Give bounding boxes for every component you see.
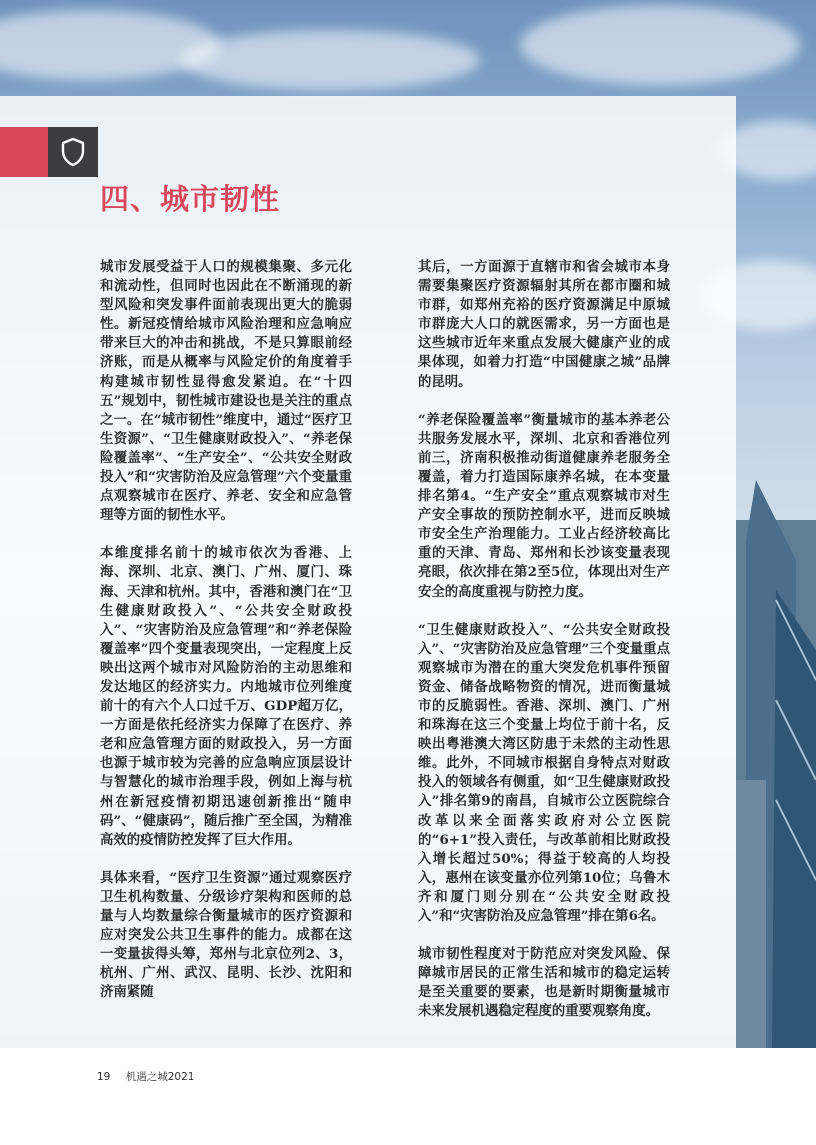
cloud	[180, 30, 480, 90]
shield-icon	[60, 137, 86, 167]
paragraph: “卫生健康财政投入”、“公共安全财政投入”、“灾害防治及应急管理”三个变量重点观察城市为潜在的重大突发危机事件预留资金、储备战略物资的情况，进而衡量城市的反脆弱性。香港、深圳、澳门、广州和珠海在这三个变量上均位于前十名，反映出粤港澳大湾区防患于未然的主动性思维。此外，不同城市根据自身特点对财政投入的领域各有侧重，如“卫生健康财政投入”排名第9的南昌，自城市公立医院综合改革以来全面落实政府对公立医院的“6+1”投入责任，与改革前相比财政投入增长超过50%；得益于较高的人均投入，惠州在该变量亦位列第10位；乌鲁木齐和厦门则分别在“公共安全财政投入”和“灾害防治及应急管理”排在第6名。	[418, 621, 670, 924]
publication-name: 机遇之城2021	[125, 1071, 195, 1083]
page-footer	[97, 1069, 194, 1084]
paragraph: 具体来看，“医疗卫生资源”通过观察医疗卫生机构数量、分级诊疗架构和医师的总量与人均数量综合衡量城市的医疗资源和应对突发公共卫生事件的能力。成都在这一变量拔得头筹，郑州与北京位列2、3，杭州、广州、武汉、昆明、长沙、沈阳和济南紧随	[100, 869, 352, 1001]
section-title: 四、城市韧性	[100, 182, 281, 216]
left-column	[100, 258, 352, 1021]
page-number: 19	[97, 1071, 111, 1083]
paragraph: 本维度排名前十的城市依次为香港、上海、深圳、北京、澳门、广州、厦门、珠海、天津和杭州。其中，香港和澳门在“卫生健康财政投入”、“公共安全财政投入”、“灾害防治及应急管理”和“养老保险覆盖率”四个变量表现突出，一定程度上反映出这两个城市对风险防治的主动思维和发达地区的经济实力。内地城市位列维度前十的有六个人口过千万、GDP超万亿，一方面是依托经济实力保障了在医疗、养老和应急管理方面的财政投入，另一方面也源于城市较为完善的应急响应顶层设计与智慧化的城市治理手段，例如上海与杭州在新冠疫情初期迅速创新推出“随申码”、“健康码”，随后推广至全国，为精准高效的疫情防控发挥了巨大作用。	[100, 545, 352, 848]
section-icon-box	[48, 127, 98, 177]
paragraph: 城市韧性程度对于防范应对突发风险、保障城市居民的正常生活和城市的稳定运转是至关重要的要素，也是新时期衡量城市未来发展机遇稳定程度的重要观察角度。	[418, 946, 670, 1020]
paragraph: 其后，一方面源于直辖市和省会城市本身需要集聚医疗资源辐射其所在都市圈和城市群，如郑州充裕的医疗资源满足中原城市群庞大人口的就医需求，另一方面也是这些城市近年来重点发展大健康产业的成果体现，如着力打造“中国健康之城”品牌的昆明。	[418, 259, 670, 390]
paragraph: 城市发展受益于人口的规模集聚、多元化和流动性，但同时也因此在不断涌现的新型风险和突发事件面前表现出更大的脆弱性。新冠疫情给城市风险治理和应急响应带来巨大的冲击和挑战，不是只算眼前经济账，而是从概率与风险定价的角度着手构建城市韧性显得愈发紧迫。在“十四五”规划中，韧性城市建设也是关注的重点之一。在“城市韧性”维度中，通过“医疗卫生资源”、“卫生健康财政投入”、“养老保险覆盖率”、“生产安全”、“公共安全财政投入”和“灾害防治及应急管理”六个变量重点观察城市在医疗、养老、安全和应急管理等方面的韧性水平。	[100, 259, 352, 524]
paragraph: “养老保险覆盖率”衡量城市的基本养老公共服务发展水平，深圳、北京和香港位列前三，济南积极推动街道健康养老服务全覆盖，着力打造国际康养名城，在本变量排名第4。“生产安全”重点观察城市对生产安全事故的预防控制水平，进而反映城市安全生产治理能力。工业占经济较高比重的天津、青岛、郑州和长沙该变量表现亮眼，依次排在第2至5位，体现出对生产安全的高度重视与防控力度。	[418, 411, 670, 600]
skyline-towers	[736, 0, 816, 1048]
right-column	[418, 258, 670, 1040]
section-accent-bar	[0, 127, 48, 177]
